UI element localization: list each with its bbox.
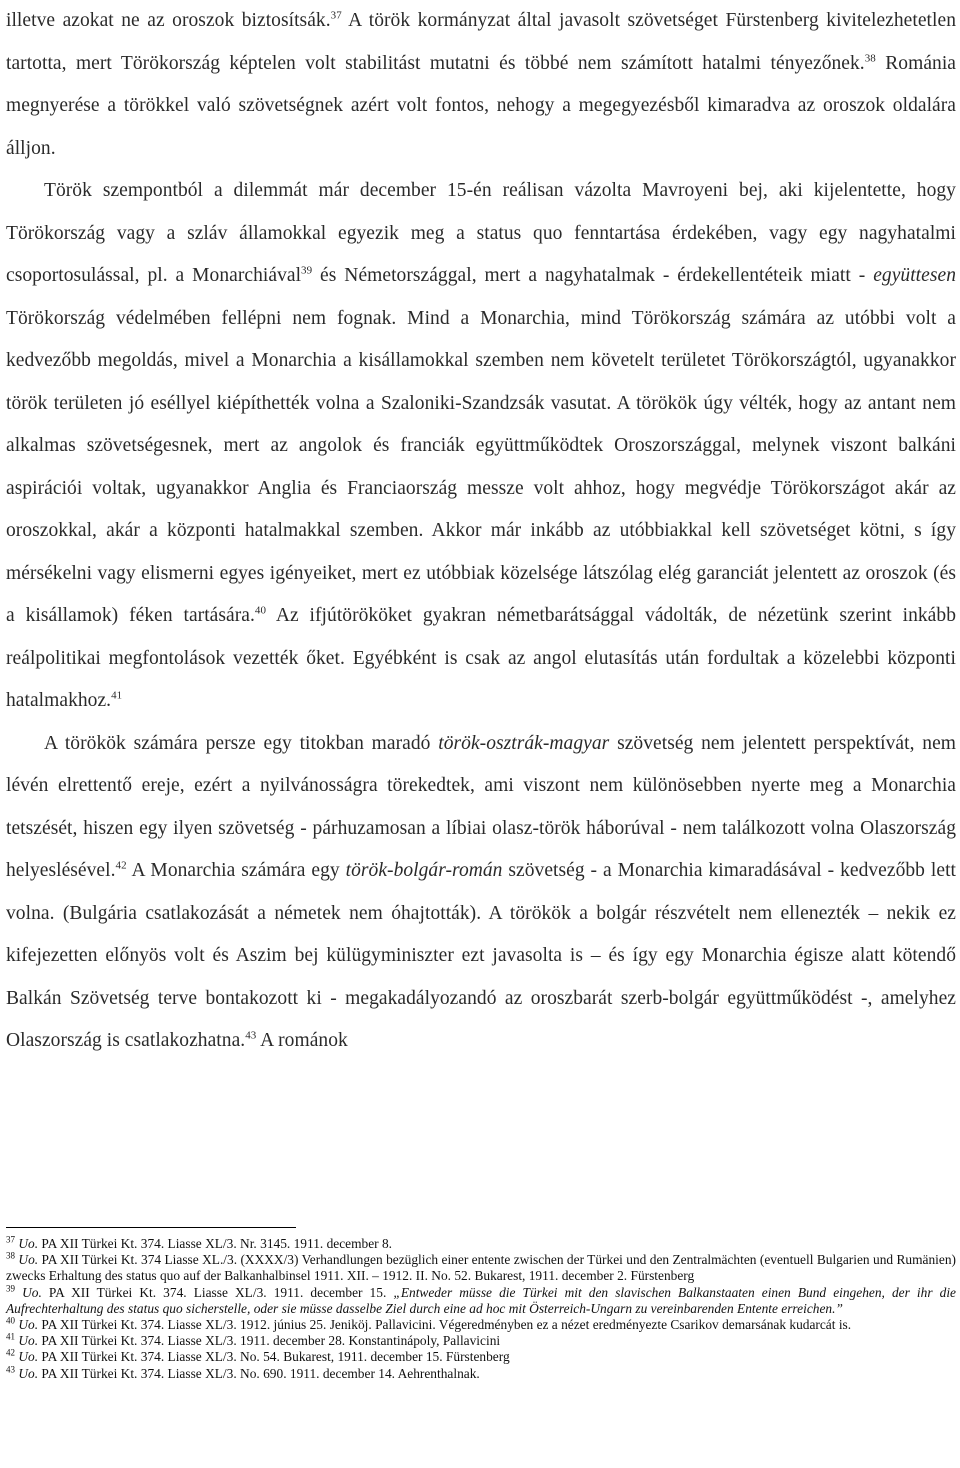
text-run: PA XII Türkei Kt. 374 Liasse XL./3. (XXXX/3) Verhandlungen bezüglich einer entente zwischen der Türkei und den Zentralmächten (eventuell Bulgarien und Rumänien) zwecks Erhaltung des status quo auf der Balkanhalbinsel 1911. XII. – 1912. II. No. 52. Bukarest, 1911. december 2. Fürstenberg	[6, 1252, 956, 1284]
footnote-separator	[6, 1227, 296, 1228]
paragraph-3	[6, 723, 956, 1063]
footnote-ref: 40	[254, 604, 267, 617]
emphasis-text: Uo.	[18, 1365, 39, 1381]
text-run: PA XII Türkei Kt. 374. Liasse XL/3. No. 690. 1911. december 14. Aehrenthalnak.	[38, 1365, 480, 1381]
emphasis-text: Uo.	[18, 1236, 39, 1251]
footnote-41	[6, 1333, 956, 1349]
footnote-37	[6, 1236, 956, 1252]
footnote-38	[6, 1252, 956, 1284]
paragraph-1	[6, 0, 956, 170]
footnote-39	[6, 1285, 956, 1317]
text-run: Románia megnyerése a törökkel való szövetségnek azért volt fontos, nehogy a megegyezésből kimaradva az oroszok oldalára álljon.	[6, 52, 957, 159]
footnote-ref: 37	[330, 9, 342, 22]
text-run: Török szempontból a dilemmát már december 15-én reálisan vázolta Mavroyeni bej, aki kijelentette, hogy Törökország vagy a szláv államokkal egyezik meg a status quo fenntartása érdekében, vagy egy nagyhatalmi csoportosulással, pl. a Monarchiával	[6, 180, 956, 286]
emphasis-text: Uo.	[18, 1333, 39, 1349]
text-run: A románok	[256, 1030, 348, 1051]
footnote-number: 41	[6, 1331, 15, 1342]
text-run: Az ifjútörököket gyakran németbarátsággal vádolták, de nézetünk szerint inkább reálpolitikai megfontolások vezették őket. Egyébként is csak az angol elutasítás után fordultak a közelebbi központi hatalmakhoz.	[6, 605, 956, 711]
emphasis-text: „Entweder müsse die Türkei mit den slavischen Balkanstaaten einen Bund eingehen, der ihr die Aufrechterhaltung des status quo sicherstelle, oder sie müsse dasselbe Ziel durch eine ad hoc mit Österreich-Ungarn zu vereinbarenden Entente erreichen.”	[6, 1284, 956, 1316]
text-run: PA XII Türkei Kt. 374. Liasse XL/3. No. 54. Bukarest, 1911. december 15. Fürstenberg	[38, 1349, 510, 1365]
footnote-number: 38	[6, 1250, 15, 1261]
footnote-number: 43	[6, 1364, 15, 1375]
footnote-42	[6, 1349, 956, 1365]
emphasis-text: török-osztrák-magyar	[438, 732, 610, 754]
footnote-ref: 41	[111, 689, 123, 702]
footnote-number: 42	[6, 1347, 15, 1358]
paragraph-2	[6, 170, 956, 723]
text-run: PA XII Türkei Kt. 374. Liasse XL/3. 1911. december 15.	[41, 1284, 394, 1300]
footnote-43	[6, 1366, 956, 1382]
footnote-number: 39	[6, 1283, 15, 1294]
emphasis-text: Uo.	[22, 1284, 42, 1300]
text-run: szövetség - a Monarchia kimaradásával - kedvezőbb lett volna. (Bulgária csatlakozását a németek nem óhajtották). A törökök a bolgár részvételt nem ellenezték – nekik ez kifejezetten előnyös volt és Aszim bej külügyminiszter ezt javasolta is – és így egy Monarchia égisze alatt kötendő Balkán Szövetség terve bontakozott ki - megakadályozandó az oroszbarát szerb-bolgár együttműködést -, amelyhez Olaszország is csatlakozhatna.	[6, 860, 957, 1051]
emphasis-text: Uo.	[18, 1252, 39, 1268]
text-run: PA XII Türkei Kt. 374. Liasse XL/3. 1912. június 25. Jeniköj. Pallavicini. Végeredményben ez a nézet eredményezte Csarikov demarsának kudarcát is.	[38, 1317, 852, 1333]
footnote-40	[6, 1317, 956, 1333]
footnote-number: 40	[6, 1315, 15, 1326]
body-text	[6, 0, 956, 1063]
footnotes	[6, 1236, 956, 1382]
footnote-number: 37	[6, 1234, 15, 1245]
text-run: A Monarchia számára egy	[126, 860, 346, 881]
emphasis-text: Uo.	[18, 1349, 39, 1365]
footnote-ref: 43	[245, 1029, 257, 1042]
text-run: és Németországgal, mert a nagyhatalmak - érdekellentéteik miatt -	[312, 265, 874, 286]
text-run: Törökország védelmében fellépni nem fognak. Mind a Monarchia, mind Törökország számára az utóbbi volt a kedvezőbb megoldás, mivel a Monarchia a kisállamokkal szemben nem követelt területet Törökországtól, ugyanakkor török területen jó eséllyel kiépíthették volna a Szaloniki-Szandzsák vasutat. A törökök úgy vélték, hogy az antant nem alkalmas szövetségesnek, mert az angolok és franciák együttműködtek Oroszországgal, melynek viszont balkáni aspirációi voltak, ugyanakkor Anglia és Franciaország messze volt ahhoz, hogy megvédje Törökországot akár az oroszokkal, akár a központi hatalmakkal szemben. Akkor már inkább az utóbbiakkal kell szövetséget kötni, s így mérsékelni vagy elismerni egyes igényeiket, mert ez utóbbiak közelsége látszólag elég garanciát jelentett az oroszok (és a kisállamok) féken tartására.	[6, 307, 956, 626]
footnote-ref: 39	[301, 264, 313, 277]
emphasis-text: Uo.	[18, 1317, 39, 1333]
text-run: PA XII Türkei Kt. 374. Liasse XL/3. Nr. 3145. 1911. december 8.	[38, 1236, 393, 1251]
text-run: A törökök számára persze egy titokban maradó	[44, 732, 439, 754]
text-run: szövetség nem jelentett perspektívát, nem lévén elrettentő ereje, ezért a nyilvánosságra törekedtek, ami viszont nem különösebben nyerte meg a Monarchia tetszését, hiszen egy ilyen szövetség - párhuzamosan a líbiai olasz-török háborúval - nem találkozott volna Olaszország helyeslésével.	[6, 732, 956, 881]
document-page	[6, 0, 956, 1063]
text-run: PA XII Türkei Kt. 374. Liasse XL/3. 1911. december 28. Konstantinápoly, Pallavicini	[38, 1333, 501, 1349]
footnote-ref: 38	[864, 52, 876, 64]
footnote-ref: 42	[115, 859, 127, 872]
emphasis-text: török-bolgár-román	[345, 860, 503, 881]
emphasis-text: együttesen	[873, 265, 956, 286]
text-run: illetve azokat ne az oroszok biztosítsák.	[6, 10, 331, 31]
text-run: A török kormányzat által javasolt szövetséget Fürstenberg kivitelezhetetlen tartotta, mert Törökország képtelen volt stabilitást mutatni és többé nem számított hatalmi tényezőnek.	[6, 10, 957, 74]
